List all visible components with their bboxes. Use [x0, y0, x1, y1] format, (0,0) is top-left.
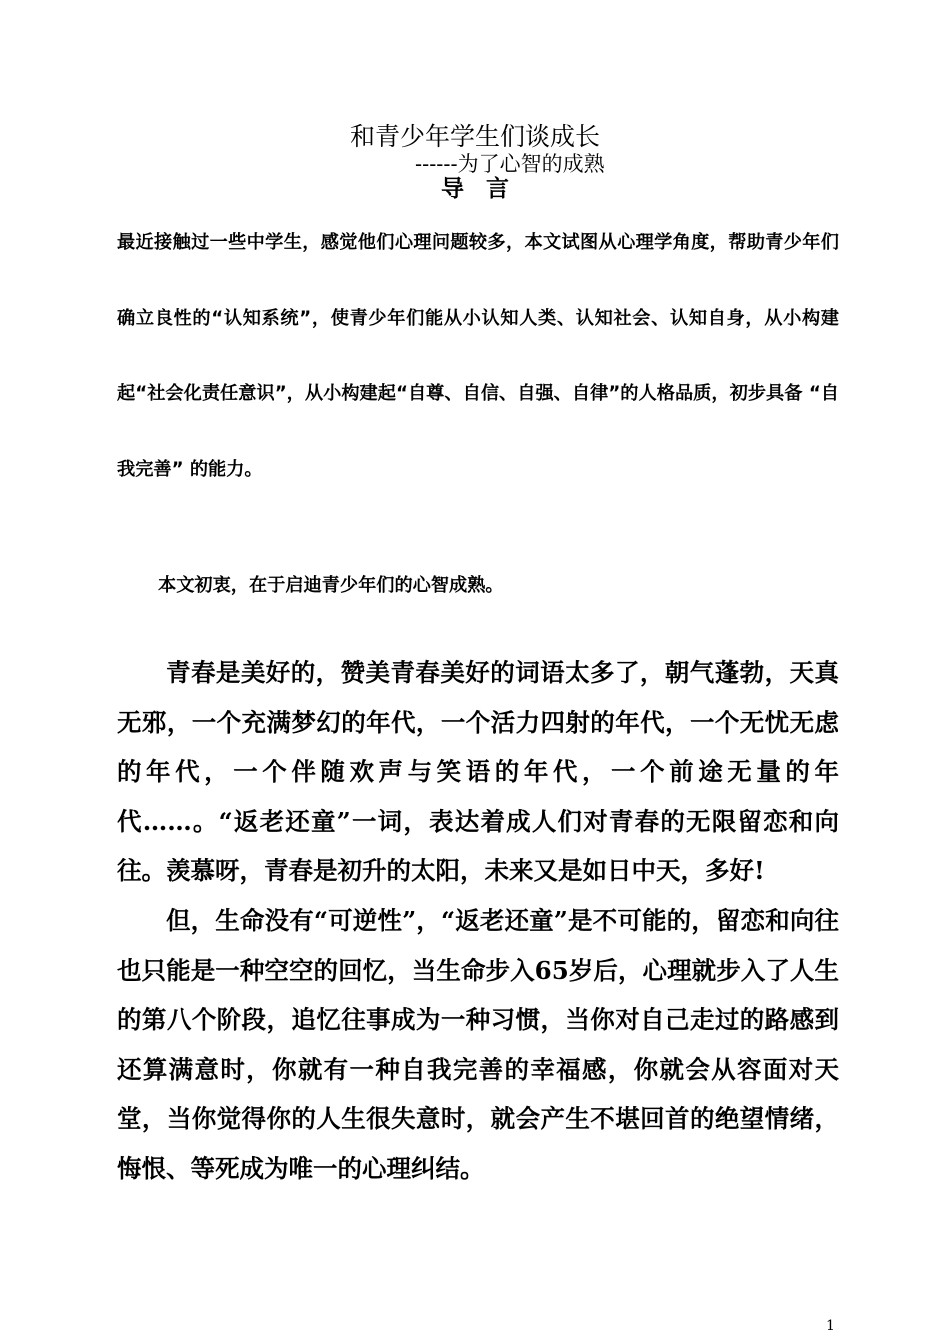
intro-paragraph: 最近接触过一些中学生，感觉他们心理问题较多，本文试图从心理学角度，帮助青少年们确立良性的“认知系统”，使青少年们能从小认知人类、认知社会、认知自身，从小构建起“社会化责任意识”，从小构建起“自尊、自信、自强、自律”的人格品质，初步具备 “自我完善” 的能力。 — [117, 232, 839, 480]
section-heading: 导言 — [441, 176, 531, 202]
intro-paragraph-purpose: 本文初衷，在于启迪青少年们的心智成熟。 — [158, 575, 504, 596]
body-paragraph: 青春是美好的，赞美青春美好的词语太多了，朝气蓬勃，天真无邪，一个充满梦幻的年代，一个活力四射的年代，一个无忧无虑的年代，一个伴随欢声与笑语的年代，一个前途无量的年代……。“返老还童”一词，表达着成人们对青春的无限留恋和向往。羡慕呀，青春是初升的太阳，未来又是如日中天，多好! — [117, 658, 839, 886]
body-paragraph: 但，生命没有“可逆性”，“返老还童”是不可能的，留恋和向往也只能是一种空空的回忆，当生命步入65岁后，心理就步入了人生的第八个阶段，追忆往事成为一种习惯，当你对自己走过的路感到还算满意时，你就有一种自我完善的幸福感，你就会从容面对天堂，当你觉得你的人生很失意时，就会产生不堪回首的绝望情绪，悔恨、等死成为唯一的心理纠结。 — [117, 906, 839, 1183]
page-number: 1 — [826, 1318, 835, 1334]
document-title: 和青少年学生们谈成长 — [349, 122, 600, 151]
document-subtitle: ------为了心智的成熟 — [415, 152, 605, 176]
